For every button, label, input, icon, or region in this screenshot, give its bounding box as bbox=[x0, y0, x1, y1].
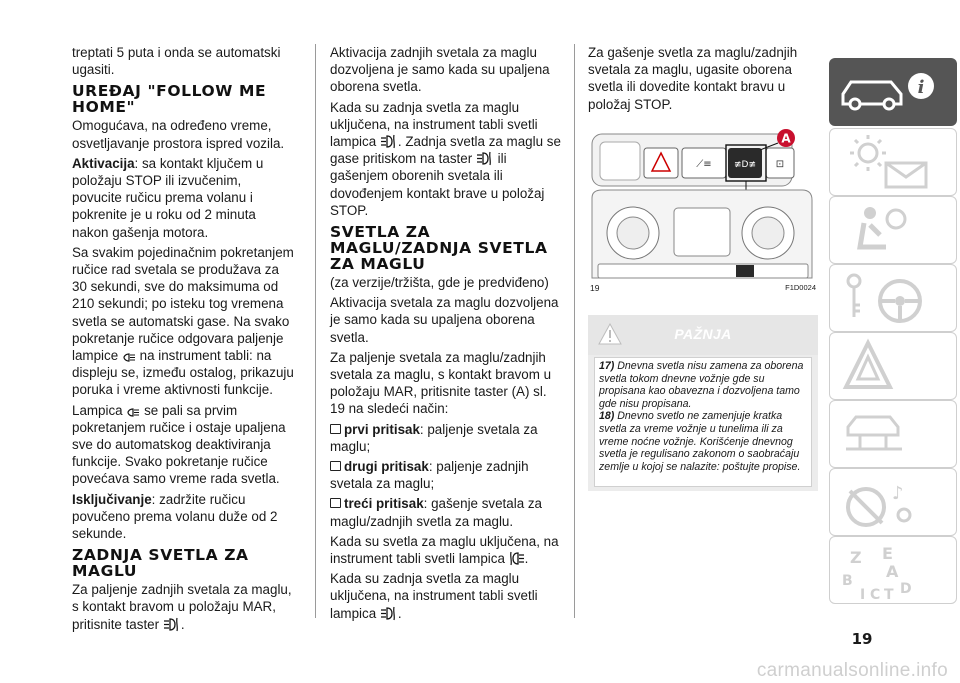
bullet-icon bbox=[330, 461, 341, 471]
paragraph: Kada su zadnja svetla za maglu uključena, na instrument tabli svetli lampica . bbox=[330, 571, 538, 621]
paragraph: Aktivacija: sa kontakt ključem u položaju STOP ili izvučenim, povucite ručicu prema volanu i pokrenite je u roku od 2 minuta nakon gašenja motora. bbox=[72, 155, 264, 240]
paragraph: Isključivanje: zadržite ručicu povučeno prema volanu duže od 2 sekunde. bbox=[72, 491, 278, 542]
figure-number: 19 bbox=[590, 283, 600, 293]
svg-text:≢D≢: ≢D≢ bbox=[733, 160, 757, 170]
tab-safety[interactable] bbox=[829, 196, 957, 264]
svg-text:i: i bbox=[917, 77, 925, 98]
section-heading-rear-fog: ZADNJA SVETLA ZA MAGLU bbox=[72, 546, 249, 581]
warning-title: PAŽNJA bbox=[674, 326, 732, 342]
car-lift-icon bbox=[830, 401, 958, 469]
warning-body bbox=[594, 357, 812, 487]
rear-fog-light-icon bbox=[163, 617, 181, 632]
rear-fog-light-icon bbox=[380, 606, 398, 621]
dashboard-controls-figure bbox=[588, 128, 816, 298]
multimedia-icon bbox=[830, 469, 958, 537]
svg-text:♪: ♪ bbox=[892, 483, 904, 504]
paragraph: Aktivacija zadnjih svetala za maglu dozvoljena je samo kada su upaljena oborena svetla. bbox=[330, 45, 550, 95]
svg-text:⟋≡: ⟋≡ bbox=[696, 159, 712, 170]
paragraph: Kada su svetla za maglu uključena, na instrument tabli svetli lampica . bbox=[330, 533, 559, 567]
index-letter: T bbox=[884, 587, 894, 603]
column-3 bbox=[588, 44, 820, 116]
index-letter: E bbox=[882, 544, 893, 563]
warning-box bbox=[588, 315, 818, 491]
tab-driving[interactable] bbox=[829, 264, 957, 332]
tab-warning-lights[interactable] bbox=[829, 128, 957, 196]
column-1 bbox=[72, 44, 294, 636]
list-item: prvi pritisak: paljenje svetala za maglu; bbox=[330, 421, 538, 454]
tab-multimedia[interactable] bbox=[829, 468, 957, 536]
sun-envelope-icon bbox=[830, 129, 958, 197]
rear-fog-light-icon bbox=[476, 151, 494, 166]
paragraph: Kada su zadnja svetla za maglu uključena, na instrument tabli svetli lampica . Zadnja svetla za maglu se gase pritiskom na taster ili gašenjem oborenih svetala ili dovođenjem kontakt brave u položaj STOP. bbox=[330, 99, 561, 218]
follow-me-home-lamp-icon bbox=[122, 352, 136, 363]
airbag-seat-icon bbox=[830, 197, 958, 265]
car-info-icon bbox=[829, 58, 957, 126]
keyword: Isključivanje bbox=[72, 491, 152, 507]
warning-item: 18) Dnevno svetlo ne zamenjuje kratka svetla za vreme vožnje u tunelima ili za vreme noćne vožnje. Korišćenje dnevnog svetla je regulisano zakonom o saobraćaju zemlje u kojoj se nalazite: poštujte propise. bbox=[599, 410, 801, 473]
alphabet-index-icon bbox=[830, 537, 958, 605]
page-number: 19 bbox=[851, 630, 873, 648]
paragraph: Za paljenje zadnjih svetala za maglu, s kontakt bravom u položaju MAR, pritisnite taster . bbox=[72, 582, 292, 632]
tab-index[interactable] bbox=[829, 536, 957, 604]
paragraph: Sa svakim pojedinačnim pokretanjem ručice rad svetala se produžava za 30 sekundi, sve do maksimuma od 210 sekundi; po isteku tog vremena svetla se automatski gase. Na svako pokretanje ručice odgovara paljenje lampice na instrument tabli: na displeju se, između ostalog, prikazuju poruka i vreme aktivnosti funkcije. bbox=[72, 244, 294, 398]
figure-code: F1D0024 bbox=[785, 283, 816, 292]
paragraph: Aktivacija svetala za maglu dozvoljena je samo kada su upaljena oborena svetla. bbox=[330, 295, 559, 345]
tab-car-info[interactable] bbox=[829, 58, 957, 126]
warning-triangle-tab-icon bbox=[830, 333, 958, 401]
paragraph: treptati 5 puta i onda se automatski ugasiti. bbox=[72, 45, 281, 78]
index-letter: B bbox=[842, 573, 853, 589]
column-2 bbox=[330, 44, 562, 625]
svg-text:⊡: ⊡ bbox=[775, 159, 785, 170]
tab-emergency[interactable] bbox=[829, 332, 957, 400]
paragraph: Za gašenje svetla za maglu/zadnjih svetala za maglu, ugasite oborena svetla ili dovedite kontakt bravu u položaj STOP. bbox=[588, 45, 798, 112]
warning-header bbox=[588, 315, 818, 355]
index-letter: A bbox=[886, 562, 899, 581]
index-letter: Z bbox=[850, 548, 862, 567]
paragraph: Lampica se pali sa prvim pokretanjem ručice i ostaje upaljena sve do automatskog deaktiviranja funkcije. Svako pokretanje ručice povećava samo vreme rada svetla. bbox=[72, 402, 286, 487]
tab-maintenance[interactable] bbox=[829, 400, 957, 468]
bullet-icon bbox=[330, 424, 341, 434]
index-letter: C bbox=[870, 587, 881, 603]
dashboard-illustration bbox=[588, 128, 816, 283]
follow-me-home-lamp-icon bbox=[126, 407, 140, 418]
paragraph: Omogućava, na određeno vreme, osvetljavanje prostora ispred vozila. bbox=[72, 118, 285, 151]
keyword: Aktivacija bbox=[72, 155, 135, 171]
steering-wheel-key-icon bbox=[830, 265, 958, 333]
section-heading-fog-lights: SVETLA ZA MAGLU/ZADNJA SVETLA ZA MAGLU bbox=[330, 223, 548, 274]
bullet-icon bbox=[330, 498, 341, 508]
warning-item: 17) Dnevna svetla nisu zamena za oborena svetla tokom dnevne vožnje gde su propisana kao obavezna i dozvoljena tamo gde nisu propisana. bbox=[599, 360, 804, 410]
rear-fog-light-icon bbox=[380, 134, 398, 149]
column-divider bbox=[315, 44, 316, 618]
index-letter: I bbox=[860, 587, 866, 603]
paragraph: (za verzije/tržišta, gde je predviđeno) bbox=[330, 275, 549, 291]
section-heading-follow-me-home: UREĐAJ "FOLLOW ME HOME" bbox=[72, 82, 267, 117]
callout-a: A bbox=[781, 131, 791, 146]
list-item: treći pritisak: gašenje svetala za maglu/zadnjih svetla za maglu. bbox=[330, 496, 542, 529]
paragraph: Za paljenje svetala za maglu/zadnjih svetala za maglu, s kontakt bravom u položaju MAR, pritisnite taster (A) sl. 19 na sledeći način: bbox=[330, 349, 552, 417]
front-fog-light-icon bbox=[509, 551, 525, 566]
index-letter: D bbox=[900, 581, 912, 597]
list-item: drugi pritisak: paljenje zadnjih svetala za maglu; bbox=[330, 459, 529, 492]
column-divider bbox=[574, 44, 575, 618]
watermark: carmanualsonline.info bbox=[756, 660, 948, 681]
